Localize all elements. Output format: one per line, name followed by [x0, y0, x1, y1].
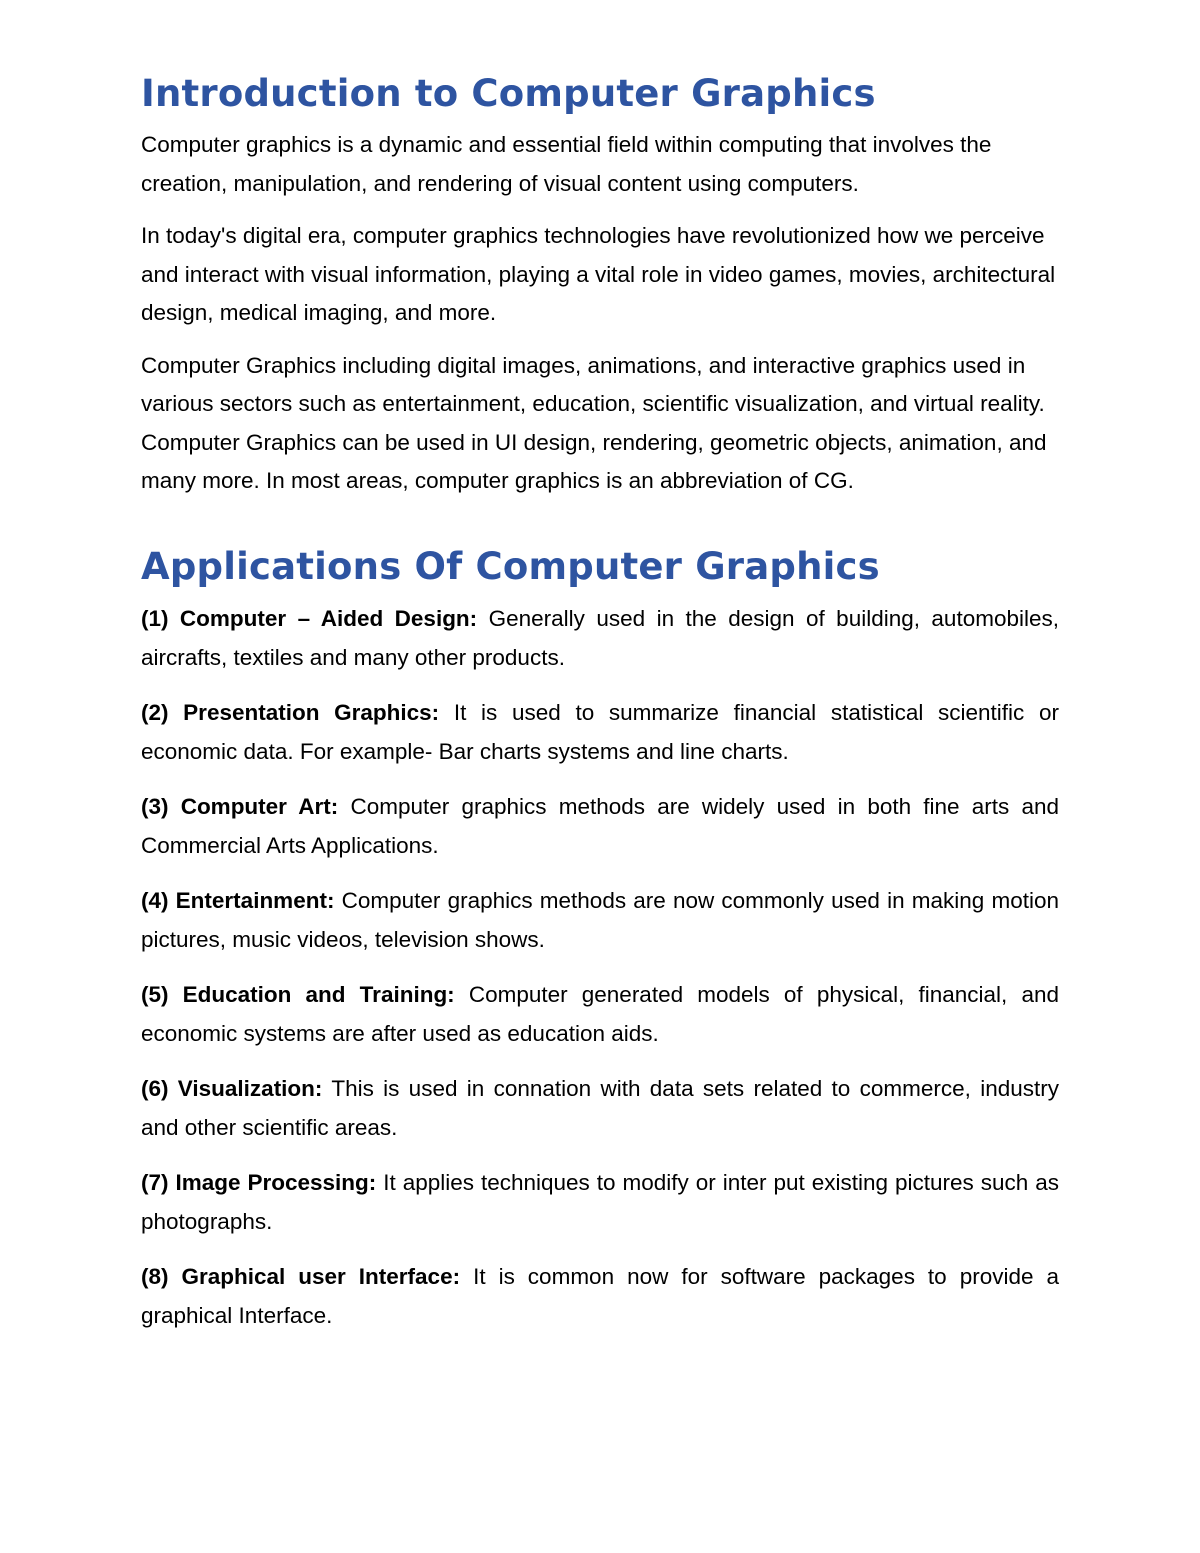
- application-text: It applies techniques to modify or inter put existing pictures such as photographs.: [141, 1169, 1059, 1234]
- intro-paragraph-1: Computer graphics is a dynamic and essential field within computing that involves the creation, manipulation, and rendering of visual content using computers.: [141, 132, 992, 196]
- applications-heading: Applications Of Computer Graphics: [141, 544, 880, 588]
- application-item-visualization: [141, 1069, 1059, 1148]
- intro-paragraph-3: Computer Graphics including digital images, animations, and interactive graphics used in various sectors such as entertainment, education, scientific visualization, and virtual reality. Computer Graphics can be used in UI design, rendering, geometric objects, animation, and many more. In most areas, computer graphics is an abbreviation of CG.: [141, 352, 1047, 493]
- application-label: (1) Computer – Aided Design:: [141, 605, 478, 631]
- application-text: Generally used in the design of building, automobiles, aircrafts, textiles and many other products.: [141, 605, 1059, 670]
- application-label: (4) Entertainment:: [141, 887, 335, 913]
- application-text: Computer generated models of physical, financial, and economic systems are after used as education aids.: [141, 981, 1059, 1046]
- application-label: (8) Graphical user Interface:: [141, 1263, 461, 1289]
- application-item-image-processing: [141, 1163, 1059, 1242]
- application-item-entertainment: [141, 881, 1059, 960]
- application-text: It is common now for software packages to provide a graphical Interface.: [141, 1263, 1059, 1328]
- application-item-cad: [141, 599, 1059, 678]
- application-label: (5) Education and Training:: [141, 981, 455, 1007]
- document-page: [141, 68, 1059, 1351]
- application-label: (7) Image Processing:: [141, 1169, 377, 1195]
- application-text: Computer graphics methods are widely used in both fine arts and Commercial Arts Applications.: [141, 793, 1060, 858]
- application-item-education-training: [141, 975, 1059, 1054]
- application-text: It is used to summarize financial statistical scientific or economic data. For example- Bar charts systems and line charts.: [141, 699, 1059, 764]
- application-text: Computer graphics methods are now commonly used in making motion pictures, music videos, television shows.: [141, 887, 1059, 952]
- application-label: (6) Visualization:: [141, 1075, 323, 1101]
- application-item-computer-art: [141, 787, 1059, 866]
- intro-paragraph-2: In today's digital era, computer graphics technologies have revolutionized how we perceive and interact with visual information, playing a vital role in video games, movies, architectural design, medical imaging, and more.: [141, 223, 1056, 325]
- application-item-gui: [141, 1257, 1059, 1336]
- application-label: (2) Presentation Graphics:: [141, 699, 440, 725]
- intro-heading: Introduction to Computer Graphics: [141, 72, 876, 115]
- application-label: (3) Computer Art:: [141, 793, 339, 819]
- application-text: This is used in connation with data sets related to commerce, industry and other scientific areas.: [141, 1075, 1059, 1140]
- application-item-presentation-graphics: [141, 693, 1059, 772]
